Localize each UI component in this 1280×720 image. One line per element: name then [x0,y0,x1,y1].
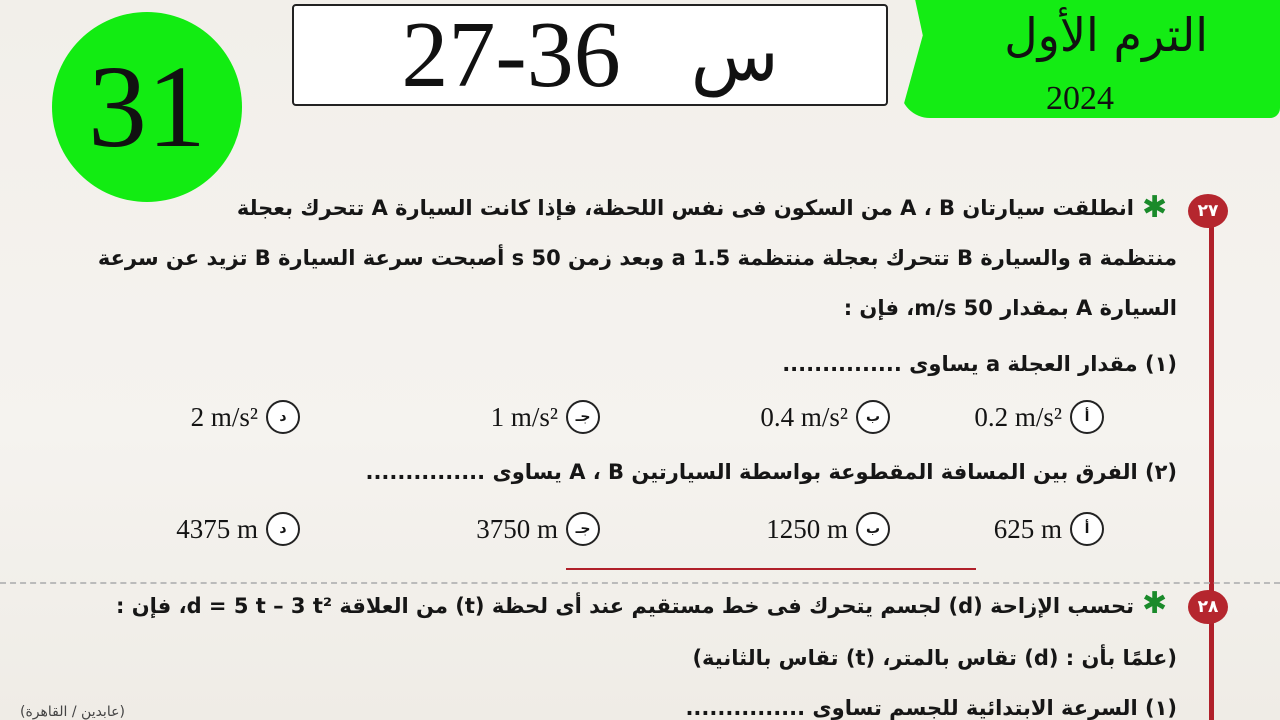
option-value: 1 m/s² [490,401,558,432]
page-number-badge: 31 [52,12,242,202]
option-letter: جـ [566,400,600,434]
term-title: الترم الأول [1004,8,1208,62]
q27-line-1: انطلقت سيارتان A ، B من السكون فى نفس اللحظة، فإذا كانت السيارة A تتحرك بعجلة [236,196,1134,220]
star-icon: ✱ [1142,190,1168,225]
star-icon: ✱ [1142,586,1168,621]
option-letter: جـ [566,512,600,546]
margin-rule [1209,210,1214,720]
q28-line-1: تحسب الإزاحة (d) لجسم يتحرك فى خط مستقيم عند أى لحظة (t) من العلاقة d = 5 t – 3 t²، فإن : [116,594,1134,618]
q27-sub1-option-d[interactable] [191,400,300,434]
option-value: 0.4 m/s² [760,401,848,432]
option-value: 3750 m [476,513,558,544]
option-value: 1250 m [766,513,848,544]
q27-sub2-option-d[interactable] [176,512,300,546]
option-letter: د [266,400,300,434]
question-letter: س [690,13,779,97]
publisher-note: (عابدين / القاهرة) [20,704,125,720]
q27-sub1-label: (١) مقدار العجلة a يساوى ............... [782,352,1177,376]
q27-sub2-option-c[interactable] [476,512,600,546]
question-28-badge: ٢٨ [1188,590,1228,624]
q27-sub2-option-b[interactable] [766,512,890,546]
question-range: 27-36 [401,3,621,107]
term-year: 2024 [1046,80,1114,117]
q27-sub1-option-c[interactable] [491,400,600,434]
q28-line-2: (علمًا بأن : (d) تقاس بالمتر، (t) تقاس بالثانية) [692,646,1177,670]
option-letter: د [266,512,300,546]
dashed-separator [0,582,1280,584]
q27-line-2: منتظمة a والسيارة B تتحرك بعجلة منتظمة 1.5 a وبعد زمن 50 s أصبحت سرعة السيارة B تزيد عن سرعة [97,246,1177,270]
option-value: 625 m [993,513,1062,544]
question-range-box [292,4,888,106]
question-27-badge: ٢٧ [1188,194,1228,228]
option-value: 2 m/s² [190,401,258,432]
q27-line-3: السيارة A بمقدار 50 m/s، فإن : [843,296,1177,320]
option-letter: أ [1070,400,1104,434]
option-letter: ب [856,400,890,434]
option-letter: أ [1070,512,1104,546]
option-value: 4375 m [176,513,258,544]
q27-sub1-option-b[interactable] [760,400,890,434]
section-divider [566,568,976,570]
option-value: 0.2 m/s² [974,401,1062,432]
q27-sub2-option-a[interactable] [994,512,1104,546]
q28-sub1-label: (١) السرعة الابتدائية للجسم تساوى ............... [685,696,1177,720]
option-letter: ب [856,512,890,546]
q27-sub1-option-a[interactable] [974,400,1104,434]
q27-sub2-label: (٢) الفرق بين المسافة المقطوعة بواسطة السيارتين A ، B يساوى ............... [365,460,1177,484]
